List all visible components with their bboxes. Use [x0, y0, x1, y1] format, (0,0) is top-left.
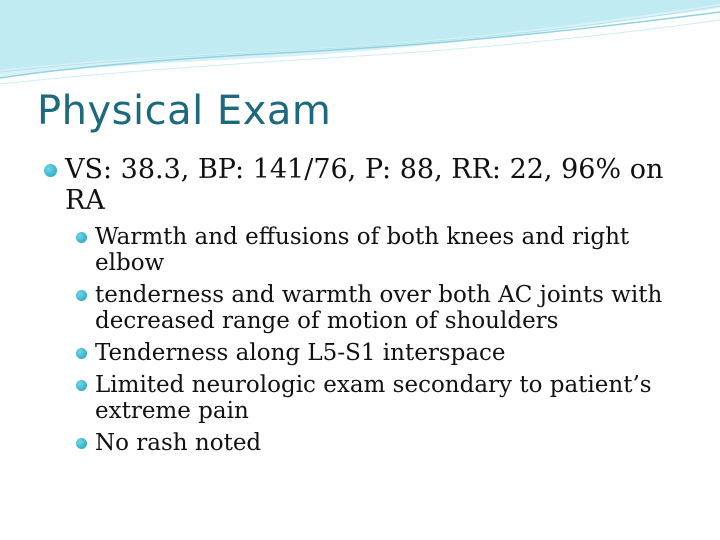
- list-item: [76, 282, 696, 334]
- main-bullet: [44, 154, 684, 216]
- slide-title: Physical Exam: [37, 88, 332, 134]
- list-item: [76, 224, 696, 276]
- sub-bullet-text: Warmth and effusions of both knees and right elbow: [95, 224, 630, 276]
- bullet-icon: [76, 348, 87, 359]
- list-item: [76, 372, 696, 424]
- sub-bullet-list: [76, 224, 696, 462]
- bullet-icon: [76, 290, 87, 301]
- sub-bullet-text: No rash noted: [95, 430, 262, 456]
- bullet-icon: [76, 232, 87, 243]
- header-wave-decoration: [0, 0, 720, 90]
- list-item: [76, 430, 696, 456]
- bullet-icon: [76, 438, 87, 449]
- main-bullet-text: VS: 38.3, BP: 141/76, P: 88, RR: 22, 96% on RA: [65, 154, 664, 216]
- list-item: [76, 340, 696, 366]
- sub-bullet-text: tenderness and warmth over both AC joints with decreased range of motion of shoulders: [95, 282, 663, 334]
- sub-bullet-text: Tenderness along L5-S1 interspace: [95, 340, 506, 366]
- bullet-icon: [76, 380, 87, 391]
- bullet-icon: [44, 164, 57, 177]
- sub-bullet-text: Limited neurologic exam secondary to patient’s extreme pain: [95, 372, 652, 424]
